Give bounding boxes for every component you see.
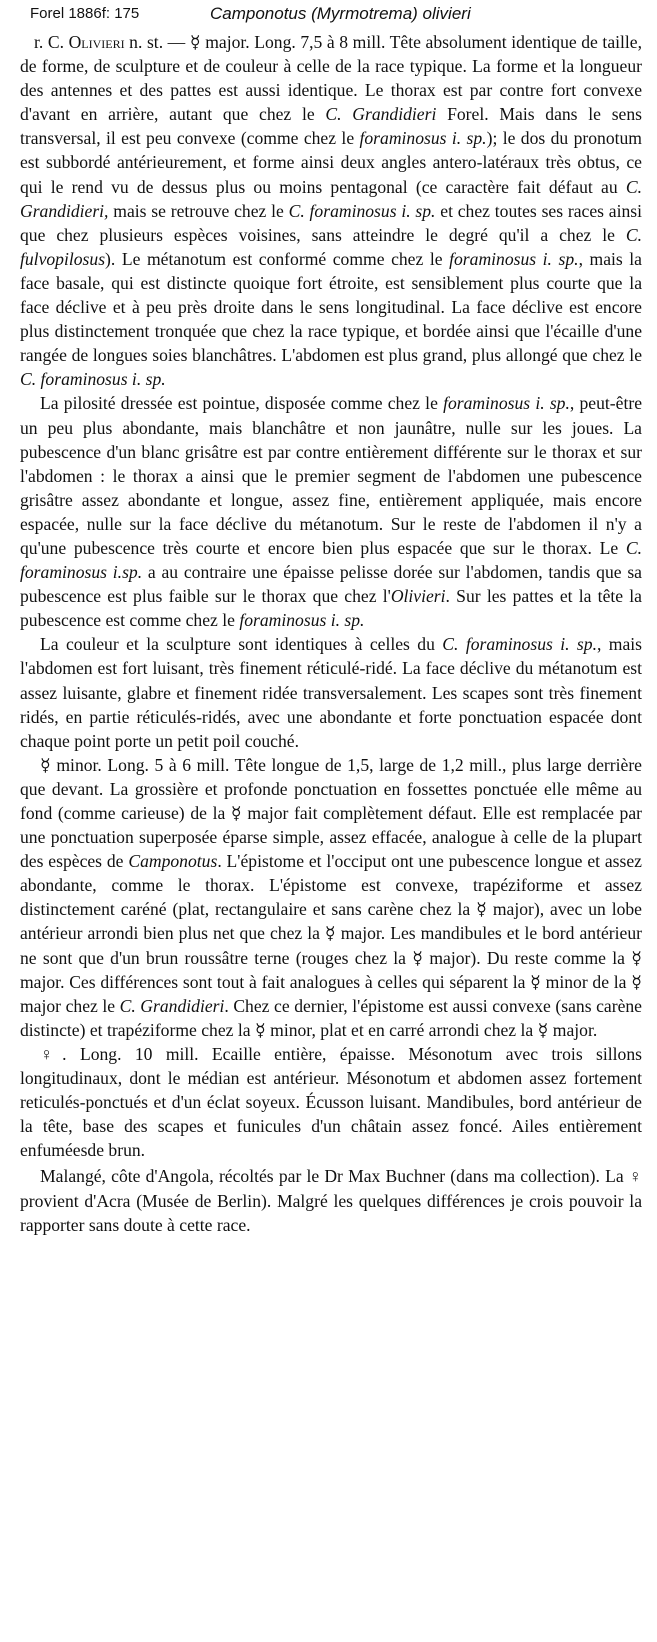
paragraph-pilosity bbox=[20, 391, 642, 632]
text-run: ); le dos du pronotum est subbordé antérieurement, et forme ainsi deux angles antero-latéraux très obtus, ce qui le rend vu de dessus plus ou moins pentagonal (ce caractère fait défaut au bbox=[20, 128, 642, 197]
text-run: . L'épistome et l'occiput ont une pubescence longue et assez abondante, comme le thorax. L'épistome est convexe, trapéziforme et assez distinctement caréné (plat, rectangulaire et sans carène chez la ☿ major), avec un lobe antérieur arrondi bien plus net que chez la ☿ major. Les mandibules et le bord antérieur ne sont que d'un brun roussâtre terne (rouges chez la ☿ major). Du reste comme la ☿ major. Ces différences sont tout à fait analogues à celles qui séparent la ☿ minor de la ☿ major chez le bbox=[20, 851, 642, 1016]
paragraph-description bbox=[20, 30, 642, 391]
text-run: n. st. — ☿ major. Long. 7,5 à 8 mill. Tête absolument identique de taille, de forme, de sculpture et de couleur à celle de la race typique. La forme et la longueur des antennes et des pattes est aussi identique. Le thorax est par contre fort convexe d'avant en arrière, autant que chez le bbox=[20, 32, 642, 125]
taxon-name: foraminosus i. sp. bbox=[443, 393, 570, 414]
taxon-name: Olivieri bbox=[390, 586, 446, 607]
text-run: ♀. Long. 10 mill. Ecaille entière, épaisse. Mésonotum avec trois sillons longitudinaux, dont le médian est antérieur. Mésonotum et abdomen assez fortement reticulés-ponctués et d'un éclat soyeux. Écusson luisant. Mandibules, bord antérieur de la tête, base des scapes et funicules d'un châtain assez foncé. Ailes entièrement enfuméesde brun. bbox=[20, 1043, 642, 1161]
text-run: , mais la face basale, qui est distincte quoique fort étroite, est sensiblement plus courte que la face déclive et à peu près droite dans le sens longitudinal. La face déclive est encore plus distinctement tronquée que chez la race typique, et bordée ainsi que l'écaille d'une rangée de longues soies blanchâtres. L'abdomen est plus grand, plus allongé que chez le bbox=[20, 248, 642, 366]
text-run: , mais l'abdomen est fort luisant, très finement réticulé-ridé. La face déclive du métanotum est assez luisante, glabre et finement ridée transversalement. Les scapes sont très finement ridés, en partie réticulés-ridés, avec une abondante et forte ponctuation espacée dont chaque point porte un petit poil couché. bbox=[20, 634, 642, 751]
body-text bbox=[20, 30, 642, 1237]
text-run: La couleur et la sculpture sont identiques à celles du bbox=[40, 634, 443, 655]
taxon-name: foraminosus i. sp. bbox=[239, 610, 365, 631]
taxon-name: C. foraminosus i.sp. bbox=[20, 537, 642, 583]
taxon-name: foraminosus i. sp. bbox=[449, 248, 579, 269]
page-header bbox=[0, 2, 657, 26]
text-run: Malangé, côte d'Angola, récoltés par le Dr Max Buchner (dans ma collection). La ♀ provient d'Acra (Musée de Berlin). Malgré les quelques différences je crois pouvoir la rapporter sans doute à cette race. bbox=[20, 1166, 642, 1235]
paragraph-colour-sculpture bbox=[20, 632, 642, 752]
taxon-name: C. Grandidieri bbox=[119, 995, 225, 1016]
taxon-name: C. foraminosus i. sp. bbox=[442, 634, 597, 655]
text-run: . Sur les pattes et la tête la pubescence est comme chez le bbox=[20, 586, 642, 631]
paragraph-queen bbox=[20, 1042, 642, 1162]
paragraph-locality bbox=[20, 1164, 642, 1236]
page-title: Camponotus (Myrmotrema) olivieri bbox=[210, 4, 471, 23]
text-run: , peut-être un peu plus abondante, mais blanchâtre et non jaunâtre, nulle sur les joues. La pubescence d'un blanc grisâtre est par contre entièrement différente sur le thorax et sur l'abdomen : le thorax a ainsi que le premier segment de l'abdomen une pubescence grisâtre assez abondante et longue, assez fine, entièrement appliquée, mais encore espacée, nulle sur la face déclive du métanotum. Sur le reste de l'abdomen il n'y a qu'une pubescence très courte et encore bien plus espacée que sur le thorax. Le bbox=[20, 393, 643, 558]
text-run: mais se retrouve chez le bbox=[108, 200, 289, 221]
taxon-name: Camponotus bbox=[128, 851, 218, 872]
species-name: Olivieri bbox=[68, 32, 125, 52]
text-run: a au contraire une épaisse pelisse dorée sur l'abdomen, tandis que sa pubescence est plus faible sur le thorax que chez l' bbox=[20, 562, 642, 607]
taxon-name: C. foraminosus i. sp. bbox=[288, 200, 436, 221]
text-run: Forel. Mais dans le sens transversal, il est peu convexe (comme chez le bbox=[20, 104, 642, 149]
text-run: et chez toutes ses races ainsi que chez plusieurs espèces voisines, sans atteindre le degré qu'il a chez le bbox=[20, 200, 643, 245]
taxon-name: C. foraminosus i. sp. bbox=[20, 369, 166, 390]
taxon-name: C. fulvopilosus bbox=[20, 224, 642, 269]
text-run: r. C. bbox=[34, 32, 69, 52]
taxon-name: C. Grandidieri, bbox=[20, 176, 642, 221]
text-run: La pilosité dressée est pointue, disposée comme chez le bbox=[40, 393, 444, 414]
text-run: . Chez ce dernier, l'épistome est aussi convexe (sans carène distincte) et trapéziforme chez la ☿ minor, plat et en carré arrondi chez la ☿ major. bbox=[20, 995, 642, 1040]
text-run: ☿ minor. Long. 5 à 6 mill. Tête longue de 1,5, large de 1,2 mill., plus large derrière que devant. La grossière et profonde ponctuation en fossettes ponctuée elle même au fond (comme carieuse) de la ☿ major fait complètement défaut. Elle est remplacée par une ponctuation superposée éparse simple, assez effacée, analogue à celle de la plupart des espèces de bbox=[20, 754, 642, 872]
paragraph-minor-worker bbox=[20, 753, 642, 1042]
taxon-name: C. Grandidieri bbox=[325, 104, 437, 125]
citation: Forel 1886f: 175 bbox=[30, 5, 140, 22]
text-run: ). Le métanotum est conformé comme chez le bbox=[105, 248, 450, 269]
taxon-name: foraminosus i. sp. bbox=[359, 128, 487, 149]
